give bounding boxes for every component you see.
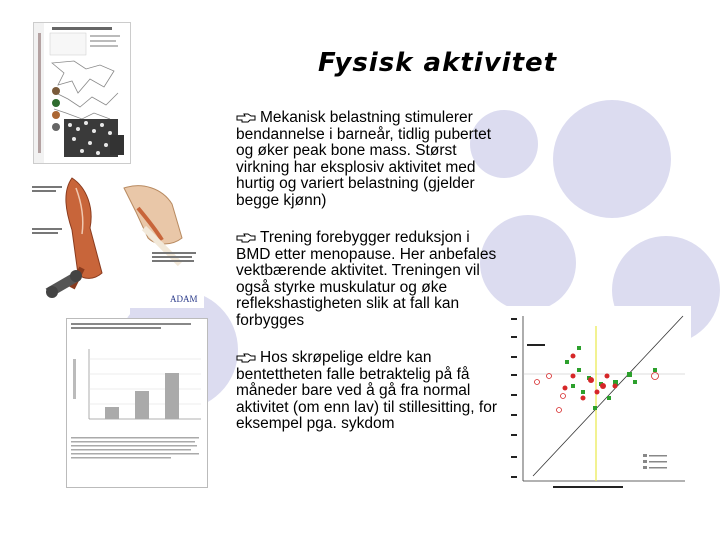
bone-poster-image <box>33 22 131 164</box>
decorative-circle-top-right <box>553 100 671 218</box>
bullet-list <box>236 110 504 454</box>
bullet-item <box>236 110 504 209</box>
bmd-scatter-plot <box>503 306 691 496</box>
adam-logo: ADAM <box>170 294 198 304</box>
bullet-text: Hos skrøpelige eldre kan bentettheten falle betraktelig på få måneder bare ved å gå fra normal aktivitet (om enn lav) til stillesitting, for eksempel pga. sykdom <box>236 349 498 432</box>
arm-muscle-illustration <box>32 168 204 308</box>
bullet-item <box>236 230 504 329</box>
bullet-text: Trening forebygger reduksjon i BMD etter menopause. Her anbefales vektbærende aktivitet. Treningen vil også styrke muskulatur og øke reflekshastigheten slik at fall kan forbygges <box>236 229 497 329</box>
pointing-hand-icon <box>236 233 256 243</box>
bullet-text: Mekanisk belastning stimulerer bendannelse i barneår, tidlig pubertet og øker peak bone mass. Størst virkning har eksplosiv aktivitet med hurtig og variert belastning (gjelder begge kjønn) <box>236 109 492 209</box>
slide-title: Fysisk aktivitet <box>318 48 558 78</box>
bone-mass-bar-figure <box>66 318 208 488</box>
pointing-hand-icon <box>236 353 256 363</box>
bullet-item <box>236 350 504 433</box>
pointing-hand-icon <box>236 113 256 123</box>
